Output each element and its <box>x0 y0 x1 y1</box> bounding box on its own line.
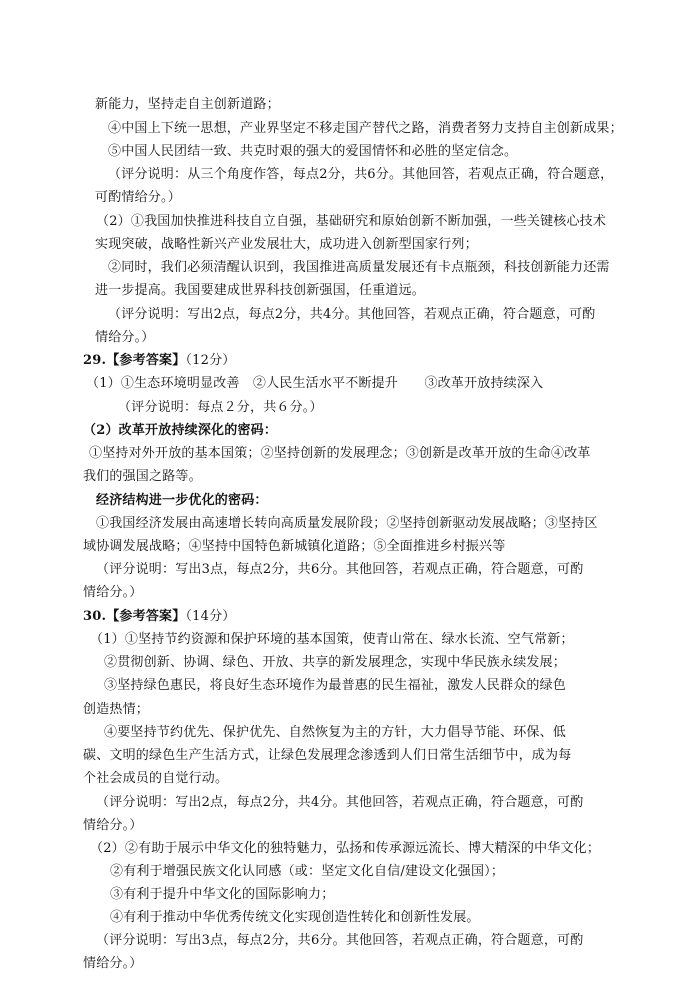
text-line: 我们的强国之路等。 <box>83 469 202 484</box>
text-line: ④要坚持节约优先、保护优先、自然恢复为主的方针，大力倡导节能、环保、低 <box>104 725 567 740</box>
scoring-note: （评分说明：每点２分，共６分。） <box>118 400 323 415</box>
text-line: ①坚持对外开放的基本国策；②坚持创新的发展理念；③创新是改革开放的生命④改革 <box>89 446 591 461</box>
text-line: （1）①生态环境明显改善 ②人民生活水平不断提升 ③改革开放持续深入 <box>86 376 544 391</box>
section-heading: 经济结构进一步优化的密码： <box>96 493 268 508</box>
text-line: 新能力，坚持走自主创新道路； <box>95 97 280 112</box>
scoring-note: 情给分。） <box>95 330 155 345</box>
text-line: ⑤中国人民团结一致、共克时艰的强大的爱国情怀和必胜的坚定信念。 <box>108 144 518 159</box>
text-line: ②同时，我们必须清醒认识到，我国推进高质量发展还有卡点瓶颈，科技创新能力还需 <box>108 260 610 275</box>
question-points: （12分） <box>185 353 236 368</box>
text-line: ④中国上下统一思想，产业界坚定不移走国产替代之路，消费者努力支持自主创新成果； <box>108 121 623 136</box>
answer-tag: 【参考答案】 <box>106 609 186 624</box>
text-line: 进一步提高。我国要建成世界科技创新强国，任重道远。 <box>95 283 426 298</box>
text-line: （1）①坚持节约资源和保护环境的基本国策，使青山常在、绿水长流、空气常新； <box>90 632 574 647</box>
text-line: 创造热情； <box>83 702 150 717</box>
text-line: 域协调发展战略；④坚持中国特色新城镇化道路；⑤全面推进乡村振兴等 <box>83 539 506 554</box>
text-line: ②贯彻创新、协调、绿色、开放、共享的新发展理念，实现中华民族永续发展； <box>104 655 567 670</box>
question-number: 30. <box>83 609 107 624</box>
scoring-note: 情给分。） <box>83 585 143 600</box>
text-line: ③有利于提升中华文化的国际影响力； <box>110 887 335 902</box>
text-line: （2）①我国加快推进科技自立自强，基础研究和原始创新不断加强，一些关键核心技术 <box>96 214 607 229</box>
text-line: ③坚持绿色惠民，将良好生态环境作为最普惠的民生福祉，激发人民群众的绿色 <box>104 678 567 693</box>
text-line: ②有利于增强民族文化认同感（或：坚定文化自信/建设文化强国）； <box>110 864 505 879</box>
question-header-30 <box>83 608 235 626</box>
text-line: ④有利于推动中华优秀传统文化实现创造性转化和创新性发展。 <box>110 910 480 925</box>
question-number: 29. <box>83 353 107 368</box>
text-line: 碳、文明的绿色生产生活方式，让绿色发展理念渗透到人们日常生活细节中，成为每 <box>83 748 572 763</box>
scoring-note: （评分说明：写出3点，每点2分，共6分。其他回答，若观点正确，符合题意，可酌 <box>96 562 584 577</box>
text-line: 个社会成员的自觉行动。 <box>83 771 229 786</box>
text-line: （2）②有助于展示中华文化的独特魅力，弘扬和传承源远流长、博大精深的中华文化； <box>90 841 601 856</box>
scoring-note: （评分说明：写出2点，每点2分，共4分。其他回答，若观点正确，符合题意，可酌 <box>96 795 584 810</box>
text-line: 实现突破，战略性新兴产业发展壮大，成功进入创新型国家行列； <box>95 237 478 252</box>
question-header-29 <box>83 352 235 370</box>
scoring-note: 情给分。） <box>83 956 143 971</box>
section-heading: （2）改革开放持续深化的密码： <box>83 423 278 438</box>
scoring-note: （评分说明：写出3点，每点2分，共6分。其他回答，若观点正确，符合题意，可酌 <box>96 933 584 948</box>
question-points: （14分） <box>185 609 236 624</box>
scoring-note: （评分说明：写出2点，每点2分，共4分。其他回答，若观点正确，符合题意，可酌 <box>108 307 596 322</box>
scoring-note: （评分说明：从三个角度作答，每点2分，共6分。其他回答，若观点正确，符合题意， <box>108 167 614 182</box>
scoring-note: 情给分。） <box>83 818 143 833</box>
scoring-note: 可酌情给分。） <box>95 190 181 205</box>
text-line: ①我国经济发展由高速增长转向高质量发展阶段；②坚持创新驱动发展战略；③坚持区 <box>96 516 598 531</box>
answer-tag: 【参考答案】 <box>106 353 186 368</box>
